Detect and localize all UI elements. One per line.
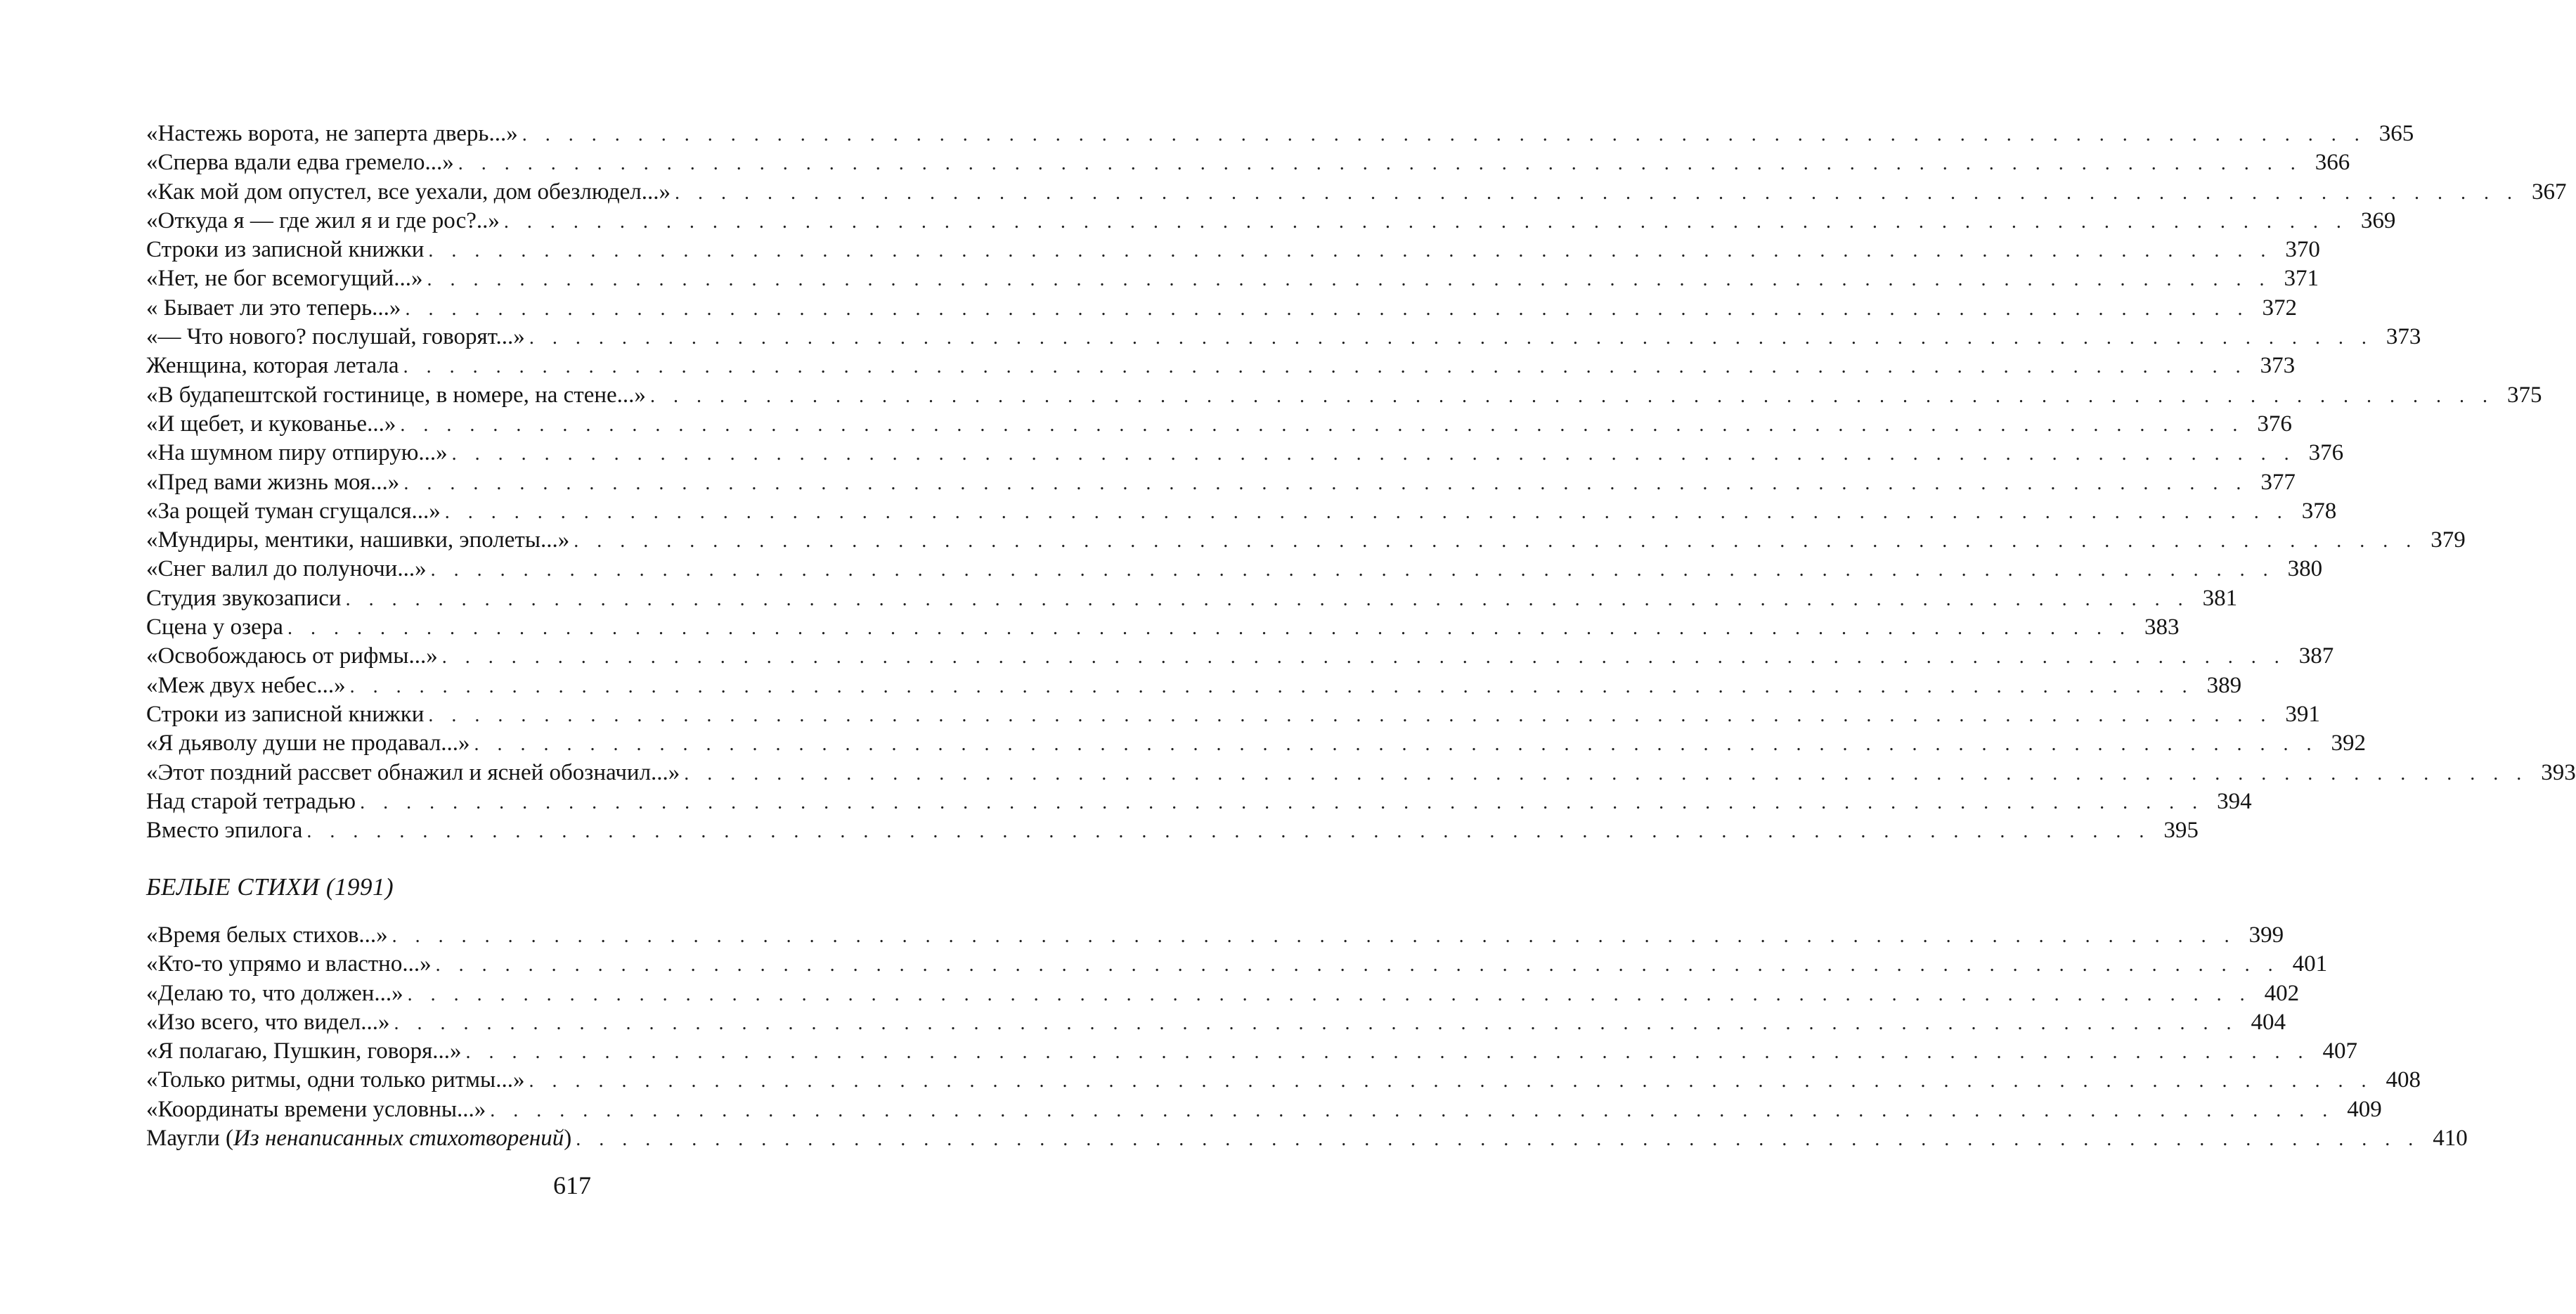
toc-entry-page-number: 377 (2260, 469, 2296, 495)
toc-entry-page-number: 408 (2386, 1067, 2421, 1093)
toc-entry-title-text: «Время белых стихов...» (146, 922, 388, 948)
toc-entry-title (146, 642, 442, 671)
toc-entry-title (146, 1037, 466, 1066)
toc-entry-title-text: «На шумном пиру отпирую...» (146, 440, 448, 466)
toc-entry-title (146, 700, 428, 729)
toc-entry (146, 264, 2319, 293)
toc-entry-page-number: 407 (2322, 1038, 2358, 1064)
toc-entry (146, 787, 2252, 816)
toc-entry-page-number: 370 (2285, 237, 2320, 263)
table-of-contents-main (146, 120, 2576, 845)
toc-entry-page-number: 410 (2433, 1126, 2468, 1152)
toc-leader-dots: . . . . . . . . . . . . . . . . . . . . . . . . . . . . . . . . . . . . . . . . . . . . . . . . . . . . . . . . . . . . . . . . . . . . . . . . . . . . . . . . (503, 210, 2348, 233)
toc-entry (146, 410, 2292, 439)
section-heading: БЕЛЫЕ СТИХИ (1991) (146, 873, 394, 901)
toc-entry-page-number: 365 (2378, 121, 2414, 146)
toc-entry-title (146, 468, 403, 497)
toc-entry-title-text: « Бывает ли это теперь...» (146, 295, 401, 321)
toc-entry-title-text: «Делаю то, что должен...» (146, 980, 403, 1006)
toc-entry-title-text: «Меж двух небес...» (146, 672, 346, 698)
toc-entry-title (146, 1008, 394, 1037)
toc-entry-title-end: ) (564, 1126, 572, 1152)
toc-entry (146, 497, 2337, 526)
toc-entry-title-text: «Снег валил до полуночи...» (146, 556, 427, 582)
toc-leader-dots: . . . . . . . . . . . . . . . . . . . . . . . . . . . . . . . . . . . . . . . . . . . . . . . . . . . . . . . . . . . . . . . . . . . . . . . . . . . . . . . . (576, 1128, 2420, 1151)
toc-entry (146, 729, 2367, 758)
toc-entry-page-number: 404 (2251, 1009, 2286, 1035)
toc-entry-title (146, 178, 675, 207)
toc-entry (146, 120, 2414, 148)
toc-entry-title (146, 410, 400, 439)
toc-entry-title (146, 497, 445, 526)
toc-leader-dots: . . . . . . . . . . . . . . . . . . . . . . . . . . . . . . . . . . . . . . . . . . . . . . . . . . . . . . . . . . . . . . . . . . . . . . . . . . . . . . . . (444, 501, 2289, 523)
toc-leader-dots: . . . . . . . . . . . . . . . . . . . . . . . . . . . . . . . . . . . . . . . . . . . . . . . . . . . . . . . . . . . . . . . . . . . . . . . . . . . . . . . . (403, 472, 2248, 494)
toc-entry-title (146, 816, 306, 845)
toc-entry-title-text: «Нет, не бог всемогущий...» (146, 266, 423, 292)
toc-entry-page-number: 389 (2206, 672, 2242, 698)
toc-entry-title (146, 555, 431, 584)
toc-leader-dots: . . . . . . . . . . . . . . . . . . . . . . . . . . . . . . . . . . . . . . . . . . . . . . . . . . . . . . . . . . . . . . . . . . . . . . . . . . . . . . . . (360, 791, 2204, 813)
toc-entry (146, 1037, 2358, 1066)
toc-entry (146, 979, 2300, 1008)
toc-entry (146, 584, 2238, 613)
toc-entry (146, 700, 2320, 729)
toc-entry-title-text: «Кто-то упрямо и властно...» (146, 951, 432, 977)
toc-entry-title-text: «Этот поздний рассвет обнажил и ясней обозначил...» (146, 759, 680, 785)
toc-entry-title-text: «Как мой дом опустел, все уехали, дом обезлюдел...» (146, 179, 671, 205)
toc-entry (146, 816, 2199, 845)
toc-entry-page-number: 380 (2287, 556, 2323, 582)
toc-entry (146, 381, 2542, 410)
toc-entry-title (146, 1066, 529, 1095)
toc-entry-title-text: «В будапештской гостинице, в номере, на стене...» (146, 382, 646, 408)
toc-entry (146, 759, 2576, 787)
toc-entry-page-number: 402 (2264, 980, 2300, 1006)
toc-entry-title-text: «Сперва вдали едва гремело...» (146, 150, 454, 176)
toc-entry-page-number: 366 (2315, 150, 2350, 176)
toc-entry-title-text: «Настежь ворота, не заперта дверь...» (146, 121, 518, 146)
toc-leader-dots: . . . . . . . . . . . . . . . . . . . . . . . . . . . . . . . . . . . . . . . . . . . . . . . . . . . . . . . . . . . . . . . . . . . . . . . . . . . . . . . . (349, 675, 2194, 697)
toc-entry (146, 1008, 2286, 1037)
toc-entry-title (146, 207, 504, 236)
toc-leader-dots: . . . . . . . . . . . . . . . . . . . . . . . . . . . . . . . . . . . . . . . . . . . . . . . . . . . . . . . . . . . . . . . . . . . . . . . . . . . . . . . . (306, 820, 2151, 843)
toc-entry-page-number: 371 (2284, 266, 2319, 292)
toc-entry-page-number: 392 (2331, 730, 2367, 756)
toc-entry-title-text: «Я дьяволу души не продавал...» (146, 730, 470, 756)
toc-leader-dots: . . . . . . . . . . . . . . . . . . . . . . . . . . . . . . . . . . . . . . . . . . . . . . . . . . . . . . . . . . . . . . . . . . . . . . . . . . . . . . . . (458, 153, 2303, 175)
toc-entry-title (146, 584, 346, 613)
toc-leader-dots: . . . . . . . . . . . . . . . . . . . . . . . . . . . . . . . . . . . . . . . . . . . . . . . . . . . . . . . . . . . . . . . . . . . . . . . . . . . . . . . . (490, 1099, 2334, 1121)
toc-leader-dots: . . . . . . . . . . . . . . . . . . . . . . . . . . . . . . . . . . . . . . . . . . . . . . . . . . . . . . . . . . . . . . . . . . . . . . . . . . . . . . . . (428, 704, 2272, 726)
toc-entry-page-number: 391 (2285, 701, 2320, 727)
toc-leader-dots: . . . . . . . . . . . . . . . . . . . . . . . . . . . . . . . . . . . . . . . . . . . . . . . . . . . . . . . . . . . . . . . . . . . . . . . . . . . . . . . . (529, 327, 2374, 349)
toc-entry-title-text: «Я полагаю, Пушкин, говоря...» (146, 1038, 462, 1064)
toc-entry-title-text: Сцена у озера (146, 614, 283, 640)
toc-entry (146, 613, 2180, 642)
toc-entry-title (146, 264, 427, 293)
toc-leader-dots: . . . . . . . . . . . . . . . . . . . . . . . . . . . . . . . . . . . . . . . . . . . . . . . . . . . . . . . . . . . . . . . . . . . . . . . . . . . . . . . . (287, 617, 2132, 640)
toc-entry-title (146, 759, 684, 787)
toc-entry-page-number: 381 (2202, 585, 2238, 611)
toc-leader-dots: . . . . . . . . . . . . . . . . . . . . . . . . . . . . . . . . . . . . . . . . . . . . . . . . . . . . . . . . . . . . . . . . . . . . . . . . . . . . . . . . (574, 530, 2418, 553)
toc-entry-page-number: 393 (2541, 759, 2576, 785)
toc-entry (146, 921, 2284, 950)
toc-entry-title (146, 950, 436, 979)
toc-entry-title (146, 526, 574, 555)
toc-entry-title-text: Маугли ( (146, 1126, 234, 1152)
toc-entry (146, 671, 2242, 700)
toc-entry (146, 1124, 2468, 1153)
toc-entry-page-number: 378 (2301, 498, 2337, 524)
toc-entry-title-text: «Координаты времени условны...» (146, 1096, 486, 1122)
toc-entry-page-number: 373 (2260, 353, 2296, 379)
toc-leader-dots: . . . . . . . . . . . . . . . . . . . . . . . . . . . . . . . . . . . . . . . . . . . . . . . . . . . . . . . . . . . . . . . . . . . . . . . . . . . . . . . . (684, 762, 2528, 785)
toc-entry-title (146, 979, 408, 1008)
toc-leader-dots: . . . . . . . . . . . . . . . . . . . . . . . . . . . . . . . . . . . . . . . . . . . . . . . . . . . . . . . . . . . . . . . . . . . . . . . . . . . . . . . . (649, 385, 2494, 407)
toc-entry-page-number: 376 (2257, 411, 2292, 437)
toc-entry (146, 352, 2296, 380)
table-of-contents-section (146, 921, 2468, 1153)
toc-leader-dots: . . . . . . . . . . . . . . . . . . . . . . . . . . . . . . . . . . . . . . . . . . . . . . . . . . . . . . . . . . . . . . . . . . . . . . . . . . . . . . . . (474, 733, 2319, 756)
toc-entry (146, 236, 2320, 264)
toc-entry-title (146, 148, 458, 177)
toc-entry-title-text: Женщина, которая летала (146, 353, 399, 379)
toc-leader-dots: . . . . . . . . . . . . . . . . . . . . . . . . . . . . . . . . . . . . . . . . . . . . . . . . . . . . . . . . . . . . . . . . . . . . . . . . . . . . . . . . (394, 1012, 2238, 1034)
toc-entry-title (146, 439, 452, 468)
toc-entry (146, 294, 2297, 323)
toc-entry-title-text: Над старой тетрадью (146, 788, 356, 814)
toc-leader-dots: . . . . . . . . . . . . . . . . . . . . . . . . . . . . . . . . . . . . . . . . . . . . . . . . . . . . . . . . . . . . . . . . . . . . . . . . . . . . . . . . (465, 1041, 2310, 1064)
toc-entry (146, 950, 2328, 979)
toc-leader-dots: . . . . . . . . . . . . . . . . . . . . . . . . . . . . . . . . . . . . . . . . . . . . . . . . . . . . . . . . . . . . . . . . . . . . . . . . . . . . . . . . (428, 240, 2272, 262)
toc-leader-dots: . . . . . . . . . . . . . . . . . . . . . . . . . . . . . . . . . . . . . . . . . . . . . . . . . . . . . . . . . . . . . . . . . . . . . . . . . . . . . . . . (403, 356, 2248, 378)
toc-entry-title-text: Строки из записной книжки (146, 701, 425, 727)
toc-entry (146, 178, 2567, 207)
toc-entry-title (146, 381, 650, 410)
toc-entry-title-text: «Мундиры, ментики, нашивки, эполеты...» (146, 527, 570, 553)
toc-leader-dots: . . . . . . . . . . . . . . . . . . . . . . . . . . . . . . . . . . . . . . . . . . . . . . . . . . . . . . . . . . . . . . . . . . . . . . . . . . . . . . . . (435, 954, 2280, 977)
toc-entry (146, 526, 2466, 555)
toc-entry-page-number: 379 (2431, 527, 2466, 553)
toc-entry-title (146, 787, 360, 816)
toc-entry-page-number: 394 (2217, 788, 2252, 814)
toc-leader-dots: . . . . . . . . . . . . . . . . . . . . . . . . . . . . . . . . . . . . . . . . . . . . . . . . . . . . . . . . . . . . . . . . . . . . . . . . . . . . . . . . (405, 297, 2249, 320)
toc-entry-title-text: Вместо эпилога (146, 818, 303, 844)
toc-entry-title-text: «Изо всего, что видел...» (146, 1009, 390, 1035)
toc-entry-page-number: 373 (2386, 324, 2421, 350)
toc-entry-page-number: 383 (2144, 614, 2180, 640)
toc-entry (146, 207, 2396, 236)
toc-entry (146, 1066, 2421, 1095)
toc-entry-title (146, 1124, 576, 1153)
toc-entry-title-text: Студия звукозаписи (146, 585, 342, 611)
toc-entry-page-number: 395 (2163, 818, 2199, 844)
toc-entry (146, 323, 2421, 352)
toc-entry-title (146, 921, 392, 950)
toc-leader-dots: . . . . . . . . . . . . . . . . . . . . . . . . . . . . . . . . . . . . . . . . . . . . . . . . . . . . . . . . . . . . . . . . . . . . . . . . . . . . . . . . (675, 181, 2519, 204)
toc-entry-title (146, 120, 522, 148)
toc-leader-dots: . . . . . . . . . . . . . . . . . . . . . . . . . . . . . . . . . . . . . . . . . . . . . . . . . . . . . . . . . . . . . . . . . . . . . . . . . . . . . . . . (407, 983, 2252, 1005)
toc-entry-page-number: 399 (2248, 922, 2284, 948)
toc-leader-dots: . . . . . . . . . . . . . . . . . . . . . . . . . . . . . . . . . . . . . . . . . . . . . . . . . . . . . . . . . . . . . . . . . . . . . . . . . . . . . . . . (430, 559, 2275, 581)
page-number: 617 (553, 1171, 591, 1199)
toc-entry-page-number: 375 (2506, 382, 2542, 408)
toc-leader-dots: . . . . . . . . . . . . . . . . . . . . . . . . . . . . . . . . . . . . . . . . . . . . . . . . . . . . . . . . . . . . . . . . . . . . . . . . . . . . . . . . (522, 124, 2367, 146)
toc-entry (146, 148, 2350, 177)
toc-entry-title (146, 671, 350, 700)
toc-entry-title (146, 236, 428, 264)
toc-leader-dots: . . . . . . . . . . . . . . . . . . . . . . . . . . . . . . . . . . . . . . . . . . . . . . . . . . . . . . . . . . . . . . . . . . . . . . . . . . . . . . . . (391, 925, 2237, 947)
toc-entry-title-text: «Пред вами жизнь моя...» (146, 469, 400, 495)
toc-entry-title (146, 729, 474, 758)
toc-entry (146, 468, 2296, 497)
toc-entry-title-text: «И щебет, и кукованье...» (146, 411, 396, 437)
toc-entry-title-text: «Освобождаюсь от рифмы...» (146, 643, 438, 669)
toc-entry (146, 439, 2344, 468)
toc-entry-page-number: 387 (2298, 643, 2334, 669)
toc-entry-page-number: 369 (2360, 207, 2396, 233)
toc-entry (146, 642, 2334, 671)
toc-entry-title (146, 323, 529, 352)
toc-entry-title-italic: Из ненаписанных стихотворений (233, 1126, 564, 1152)
toc-entry-page-number: 401 (2292, 951, 2328, 977)
toc-leader-dots: . . . . . . . . . . . . . . . . . . . . . . . . . . . . . . . . . . . . . . . . . . . . . . . . . . . . . . . . . . . . . . . . . . . . . . . . . . . . . . . . (400, 413, 2244, 436)
toc-entry-title (146, 613, 287, 642)
toc-entry (146, 1095, 2382, 1124)
toc-entry-page-number: 372 (2262, 295, 2297, 321)
toc-entry-title-text: «Только ритмы, одни только ритмы...» (146, 1067, 525, 1093)
toc-entry-title-text: «— Что нового? послушай, говорят...» (146, 324, 525, 350)
toc-entry (146, 555, 2323, 584)
toc-entry-title (146, 352, 403, 380)
toc-entry-title (146, 294, 405, 323)
toc-leader-dots: . . . . . . . . . . . . . . . . . . . . . . . . . . . . . . . . . . . . . . . . . . . . . . . . . . . . . . . . . . . . . . . . . . . . . . . . . . . . . . . . (529, 1070, 2373, 1093)
toc-leader-dots: . . . . . . . . . . . . . . . . . . . . . . . . . . . . . . . . . . . . . . . . . . . . . . . . . . . . . . . . . . . . . . . . . . . . . . . . . . . . . . . . (441, 646, 2286, 669)
toc-leader-dots: . . . . . . . . . . . . . . . . . . . . . . . . . . . . . . . . . . . . . . . . . . . . . . . . . . . . . . . . . . . . . . . . . . . . . . . . . . . . . . . . (427, 269, 2272, 291)
toc-leader-dots: . . . . . . . . . . . . . . . . . . . . . . . . . . . . . . . . . . . . . . . . . . . . . . . . . . . . . . . . . . . . . . . . . . . . . . . . . . . . . . . . (345, 588, 2190, 610)
toc-entry-title-text: Строки из записной книжки (146, 237, 425, 263)
toc-entry-page-number: 367 (2532, 179, 2567, 205)
toc-entry-page-number: 409 (2347, 1096, 2382, 1122)
toc-entry-page-number: 376 (2308, 440, 2344, 466)
toc-leader-dots: . . . . . . . . . . . . . . . . . . . . . . . . . . . . . . . . . . . . . . . . . . . . . . . . . . . . . . . . . . . . . . . . . . . . . . . . . . . . . . . . (451, 443, 2296, 465)
toc-entry-title-text: «За рощей туман сгущался...» (146, 498, 441, 524)
toc-entry-title-text: «Откуда я — где жил я и где рос?..» (146, 207, 500, 233)
toc-entry-title (146, 1095, 490, 1124)
